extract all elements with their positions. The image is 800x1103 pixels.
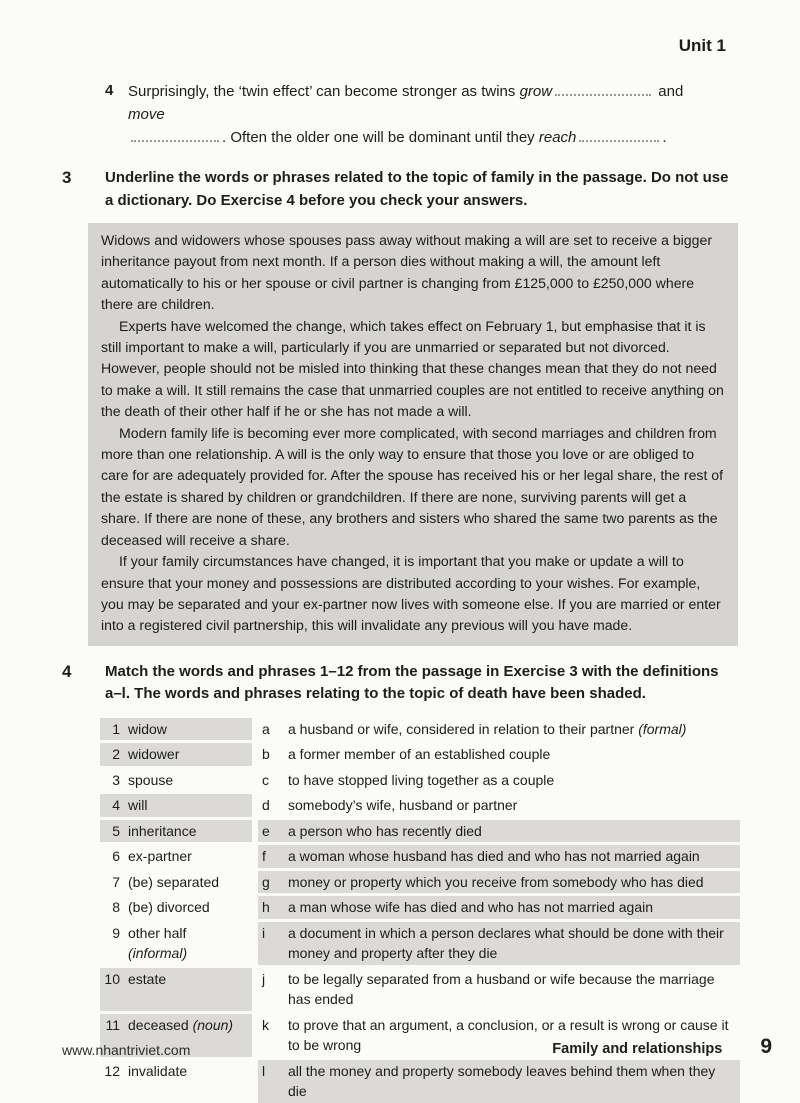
definition-text: somebody’s wife, husband or partner bbox=[288, 797, 518, 814]
term-text: inheritance bbox=[128, 822, 197, 839]
term-cell bbox=[100, 1060, 252, 1103]
match-row bbox=[100, 845, 740, 868]
term-text: estate bbox=[128, 970, 167, 987]
definition-letter: j bbox=[262, 970, 266, 987]
match-row bbox=[100, 896, 740, 919]
definition-cell bbox=[258, 896, 740, 919]
definition-letter: h bbox=[262, 899, 270, 916]
definition-cell bbox=[258, 845, 740, 868]
definition-cell bbox=[258, 743, 740, 766]
definition-letter: b bbox=[262, 746, 270, 763]
definition-letter: l bbox=[262, 1062, 266, 1079]
term-text: other half bbox=[128, 924, 187, 941]
definition-text: to have stopped living together as a couple bbox=[288, 771, 555, 788]
term-number: 8 bbox=[112, 899, 120, 916]
definition-text: all the money and property somebody leaves behind them when they die bbox=[288, 1062, 716, 1100]
exercise-4-header bbox=[62, 661, 742, 706]
exercise-instruction: Underline the words or phrases related to the topic of family in the passage. Do not use a dictionary. Do Exercise 4 before you check your answers. bbox=[105, 169, 729, 209]
definition-text: a document in which a person declares what should be done with their money and property after they die bbox=[288, 924, 724, 962]
definition-italic: (formal) bbox=[638, 720, 687, 737]
question-segment: and bbox=[654, 83, 684, 100]
definition-cell bbox=[258, 871, 740, 894]
term-text: (be) divorced bbox=[128, 899, 210, 916]
question-segment: . Often the older one will be dominant until they bbox=[222, 129, 539, 146]
definition-text: a person who has recently died bbox=[288, 822, 482, 839]
term-number: 12 bbox=[104, 1062, 120, 1079]
term-cell bbox=[100, 794, 252, 817]
definition-letter: k bbox=[262, 1016, 269, 1033]
definition-text: a man whose wife has died and who has not married again bbox=[288, 899, 653, 916]
term-cell bbox=[100, 769, 252, 792]
definition-cell bbox=[258, 922, 740, 965]
footer-website: www.nhantriviet.com bbox=[62, 1042, 191, 1058]
match-row bbox=[100, 743, 740, 766]
term-cell bbox=[100, 845, 252, 868]
term-cell bbox=[100, 718, 252, 741]
term-number: 5 bbox=[112, 822, 120, 839]
answer-blank bbox=[555, 82, 651, 96]
term-number: 4 bbox=[112, 797, 120, 814]
term-text: widower bbox=[128, 746, 180, 763]
term-text: widow bbox=[128, 720, 167, 737]
passage-paragraph: Widows and widowers whose spouses pass away without making a will are set to receive a bigger inheritance payout from next month. If a person dies without making a will, the amount left automatically to his or her spouse or civil partner is changing from £125,000 to £250,000 where there are children. bbox=[101, 232, 713, 313]
term-number: 10 bbox=[104, 970, 120, 987]
match-row bbox=[100, 769, 740, 792]
term-number: 7 bbox=[112, 873, 120, 890]
match-row bbox=[100, 794, 740, 817]
definition-text: to be legally separated from a husband or wife because the marriage has ended bbox=[288, 970, 715, 1008]
question-segment: . bbox=[662, 129, 667, 146]
term-cell bbox=[100, 922, 252, 965]
match-row bbox=[100, 871, 740, 894]
definition-cell bbox=[258, 769, 740, 792]
passage-paragraph: If your family circumstances have changed, it is important that you make or update a will to ensure that your money and possessions are distributed according to your wishes. For example, you may be separated and your ex-partner now lives with someone else. If you are married or enter into a registered civil partnership, this will invalidate any previous will you have made. bbox=[101, 553, 721, 634]
passage-paragraph: Modern family life is becoming ever more complicated, with second marriages and children from more than one relationship. A will is the only way to ensure that those you love or are obliged to care for are adequately provided for. After the spouse has received his or her legal share, the rest of the estate is shared by children or grandchildren. If there are none, surviving parents will get a share. If there are none of these, any brothers and sisters who shared the same two parents as the deceased will receive a share. bbox=[101, 424, 724, 548]
term-cell bbox=[100, 896, 252, 919]
unit-label: Unit 1 bbox=[678, 36, 726, 55]
term-text: invalidate bbox=[128, 1062, 188, 1079]
term-cell bbox=[100, 743, 252, 766]
exercise-number: 4 bbox=[62, 661, 72, 681]
term-number: 6 bbox=[112, 848, 120, 865]
definition-letter: e bbox=[262, 822, 270, 839]
question-text bbox=[128, 80, 714, 149]
definition-letter: i bbox=[262, 924, 266, 941]
term-text: ex-partner bbox=[128, 848, 192, 865]
term-cell bbox=[100, 968, 252, 1011]
definition-letter: f bbox=[262, 848, 266, 865]
term-line2: (informal) bbox=[128, 945, 188, 962]
definition-cell bbox=[258, 794, 740, 817]
footer-right bbox=[552, 1035, 772, 1059]
term-number: 11 bbox=[105, 1016, 120, 1033]
definition-cell bbox=[258, 1060, 740, 1103]
match-row bbox=[100, 718, 740, 741]
question-item-4 bbox=[105, 80, 742, 149]
footer-section-title: Family and relationships bbox=[552, 1041, 723, 1057]
italic-word: move bbox=[128, 106, 165, 123]
question-segment: Surprisingly, the ‘twin effect’ can become stronger as twins bbox=[128, 83, 520, 100]
exercise-3-header bbox=[62, 167, 742, 212]
term-text: will bbox=[128, 797, 148, 814]
question-number: 4 bbox=[105, 82, 114, 99]
match-row bbox=[100, 922, 740, 965]
definition-text: to prove that an argument, a conclusion, or a result is wrong or cause it to be wrong bbox=[288, 1016, 729, 1054]
definition-letter: c bbox=[262, 771, 269, 788]
term-number: 9 bbox=[112, 924, 120, 941]
term-number: 1 bbox=[112, 720, 120, 737]
definition-letter: g bbox=[262, 873, 270, 890]
term-text: deceased bbox=[128, 1016, 193, 1033]
answer-blank bbox=[579, 128, 659, 142]
definition-cell bbox=[258, 820, 740, 843]
term-text: spouse bbox=[128, 771, 174, 788]
term-number: 3 bbox=[112, 771, 120, 788]
term-number: 2 bbox=[112, 746, 120, 763]
definition-text: a husband or wife, considered in relation to their partner bbox=[288, 720, 639, 737]
definition-text: money or property which you receive from somebody who has died bbox=[288, 873, 704, 890]
footer-page-number: 9 bbox=[760, 1035, 772, 1058]
passage-paragraph: Experts have welcomed the change, which takes effect on February 1, but emphasise that it is still important to make a will, particularly if you are unmarried or separated but not divorced. However, people should not be misled into thinking that these changes mean that they do not need to make a will. It still remains the case that unmarried couples are not entitled to receive anything on the death of their other half if he or she has not made a will. bbox=[101, 317, 724, 420]
match-row bbox=[100, 968, 740, 1011]
answer-blank bbox=[131, 128, 219, 142]
definition-text: a former member of an established couple bbox=[288, 746, 551, 763]
italic-word: grow bbox=[519, 83, 553, 100]
italic-word: reach bbox=[538, 129, 577, 146]
exercise-instruction: Match the words and phrases 1–12 from the passage in Exercise 3 with the definitions a–l. The words and phrases relating to the topic of death have been shaded. bbox=[105, 662, 719, 703]
definition-letter: d bbox=[262, 797, 270, 814]
match-row bbox=[100, 1060, 740, 1103]
definition-cell bbox=[258, 718, 740, 741]
exercise-number: 3 bbox=[62, 168, 72, 187]
definition-text: a woman whose husband has died and who has not married again bbox=[288, 848, 700, 865]
term-cell bbox=[100, 871, 252, 894]
definition-letter: a bbox=[262, 720, 270, 737]
term-italic: (noun) bbox=[192, 1016, 234, 1033]
term-text: (be) separated bbox=[128, 873, 220, 890]
term-cell bbox=[100, 820, 252, 843]
match-row bbox=[100, 820, 740, 843]
reading-passage bbox=[88, 223, 738, 646]
definition-cell bbox=[258, 968, 740, 1011]
